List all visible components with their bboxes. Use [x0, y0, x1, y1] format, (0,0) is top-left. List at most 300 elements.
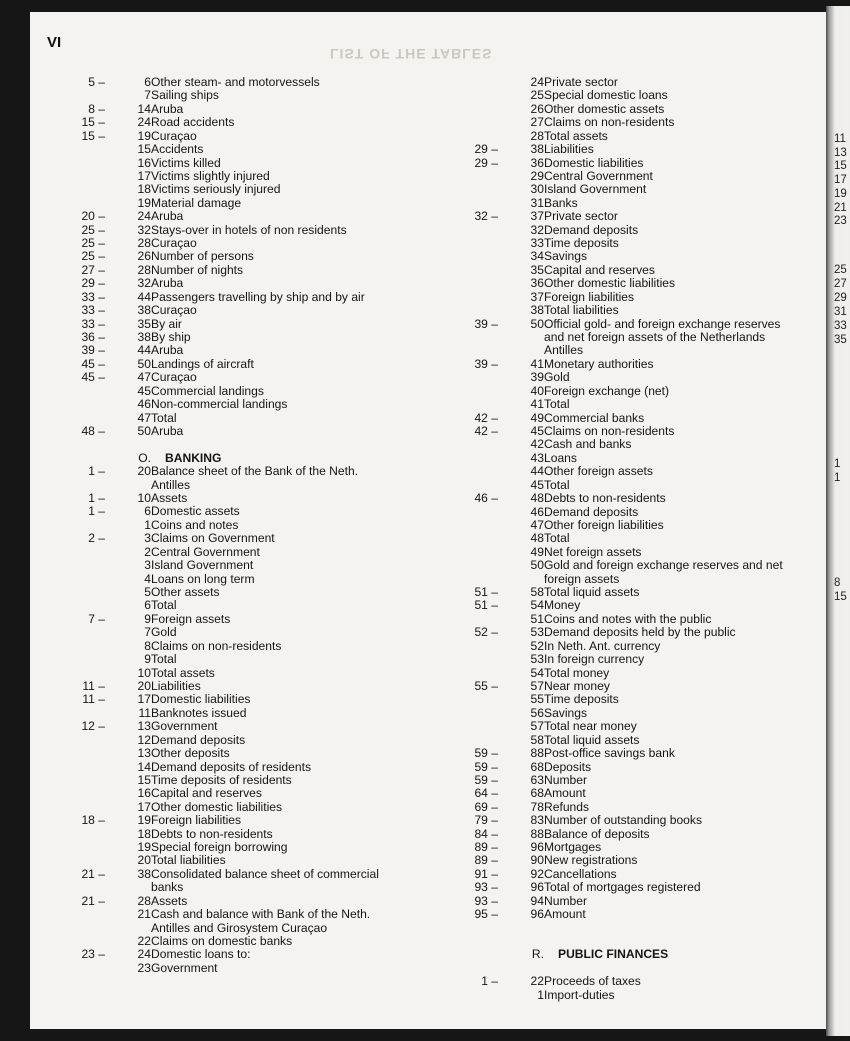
- table-numbers: [443, 506, 544, 519]
- table-numbers: [443, 398, 544, 411]
- table-entry: [44, 425, 429, 438]
- table-numbers: [44, 465, 151, 478]
- table-description: Road accidents: [151, 115, 235, 130]
- table-numbers: [44, 291, 151, 304]
- range-end: 53: [530, 652, 544, 667]
- range-end: 58: [530, 732, 544, 747]
- table-numbers: [44, 962, 151, 975]
- table-entry: [44, 559, 429, 572]
- table-numbers: [44, 116, 151, 129]
- table-entry: [443, 908, 823, 921]
- range-start: 33 –: [81, 303, 105, 318]
- table-description: Other foreign liabilities: [544, 517, 664, 532]
- table-list-left-column: [44, 76, 429, 975]
- section-title: PUBLIC FINANCES: [558, 947, 669, 962]
- table-entry: [443, 761, 823, 774]
- range-start: 1 –: [88, 504, 105, 519]
- range-end: 78: [530, 799, 544, 814]
- table-numbers: [443, 841, 544, 854]
- range-start: 95 –: [474, 907, 498, 922]
- table-description: Deposits: [544, 759, 592, 774]
- range-end: 21: [137, 907, 151, 922]
- range-start: 29 –: [81, 276, 105, 291]
- range-end: 83: [530, 813, 544, 828]
- table-numbers: [443, 801, 544, 814]
- range-end: 38: [530, 142, 544, 157]
- table-entry: [44, 908, 429, 935]
- margin-page-number: 31: [834, 306, 847, 318]
- range-start: 21 –: [81, 866, 105, 881]
- range-end: 30: [530, 182, 544, 197]
- table-description: Balance sheet of the Bank of the Neth. Antilles: [151, 464, 359, 492]
- table-entry: [44, 143, 429, 156]
- range-end: 26: [137, 249, 151, 264]
- table-numbers: [443, 197, 544, 210]
- table-entry: [44, 76, 429, 89]
- margin-page-number: 35: [834, 334, 847, 346]
- table-entry: [44, 680, 429, 693]
- range-end: 6: [144, 504, 151, 519]
- range-end: 18: [137, 826, 151, 841]
- table-description: Gold: [544, 370, 570, 385]
- range-end: 96: [530, 907, 544, 922]
- table-entry: [44, 720, 429, 733]
- table-entry: [443, 291, 823, 304]
- range-end: 36: [530, 155, 544, 170]
- table-entry: [44, 250, 429, 263]
- range-end: 24: [137, 947, 151, 962]
- table-numbers: [443, 425, 544, 438]
- range-end: 37: [530, 289, 544, 304]
- table-description: Other domestic assets: [544, 101, 665, 116]
- table-numbers: [44, 693, 151, 706]
- table-description: Curaçao: [151, 370, 197, 385]
- table-entry: [443, 841, 823, 854]
- table-description: Material damage: [151, 195, 242, 210]
- table-entry: [443, 720, 823, 733]
- table-description: New registrations: [544, 853, 638, 868]
- table-numbers: [44, 653, 151, 666]
- margin-page-number: 23: [834, 215, 847, 227]
- table-description: Victims killed: [151, 155, 221, 170]
- range-end: 15: [137, 142, 151, 157]
- table-description: Cancellations: [544, 866, 617, 881]
- range-end: 7: [144, 625, 151, 640]
- table-entry: [44, 183, 429, 196]
- table-description: Central Government: [544, 168, 653, 183]
- table-description: Capital and reserves: [151, 786, 262, 801]
- range-end: 56: [530, 705, 544, 720]
- table-entry: [443, 626, 823, 639]
- range-end: 45: [530, 477, 544, 492]
- table-numbers: [44, 680, 151, 693]
- range-end: 27: [530, 115, 544, 130]
- table-description: Other steam- and motorvessels: [151, 75, 320, 89]
- table-description: Refunds: [544, 799, 590, 814]
- table-entry: [443, 667, 823, 680]
- range-end: 20: [137, 853, 151, 868]
- table-numbers: [443, 237, 544, 250]
- table-entry: [443, 787, 823, 800]
- margin-page-number: 1: [834, 458, 841, 470]
- range-end: 11: [138, 705, 151, 720]
- range-start: 91 –: [474, 866, 498, 881]
- range-end: 10: [137, 665, 151, 680]
- table-entry: [443, 452, 823, 465]
- table-numbers: [44, 103, 151, 116]
- table-description: Consolidated balance sheet of commercial banks: [151, 866, 379, 895]
- table-numbers: [44, 908, 151, 921]
- table-entry: [443, 747, 823, 760]
- table-numbers: [44, 787, 151, 800]
- table-numbers: [443, 975, 544, 988]
- range-start: 25 –: [81, 249, 105, 264]
- table-description: Other deposits: [151, 746, 230, 761]
- table-numbers: [443, 76, 544, 89]
- table-numbers: [44, 143, 151, 156]
- range-end: 57: [530, 678, 544, 693]
- range-end: 6: [144, 75, 151, 89]
- table-description: Island Government: [544, 182, 647, 197]
- table-numbers: [44, 210, 151, 223]
- table-description: Aruba: [151, 276, 184, 291]
- table-description: Coins and notes with the public: [544, 611, 712, 626]
- table-description: Official gold- and foreign exchange reserves and net foreign assets of the Netherlands Antilles: [544, 316, 781, 358]
- range-end: 49: [530, 410, 544, 425]
- table-numbers: [443, 854, 544, 867]
- range-end: 24: [530, 75, 544, 89]
- range-end: 39: [530, 370, 544, 385]
- range-end: 20: [137, 464, 151, 479]
- range-start: 29 –: [474, 142, 498, 157]
- table-entry: [443, 559, 823, 586]
- table-entry: [443, 412, 823, 425]
- table-description: Aruba: [151, 343, 184, 358]
- range-end: 3: [144, 558, 151, 573]
- table-entry: [443, 89, 823, 102]
- table-entry: [443, 157, 823, 170]
- table-description: Domestic liabilities: [151, 692, 251, 707]
- table-entry: [443, 210, 823, 223]
- table-entry: [44, 586, 429, 599]
- section-letter: O.: [138, 450, 151, 465]
- table-entry: [443, 814, 823, 827]
- table-numbers: [44, 707, 151, 720]
- section-heading: [44, 452, 429, 465]
- table-description: Assets: [151, 491, 188, 506]
- table-entry: [443, 693, 823, 706]
- table-numbers: [44, 492, 151, 505]
- table-description: Claims on domestic banks: [151, 933, 293, 948]
- range-start: 52 –: [474, 625, 498, 640]
- table-entry: [44, 573, 429, 586]
- table-description: Island Government: [151, 558, 254, 573]
- range-end: 17: [137, 692, 151, 707]
- range-end: 47: [530, 517, 544, 532]
- table-entry: [44, 962, 429, 975]
- table-numbers: [443, 653, 544, 666]
- table-entry: [443, 532, 823, 545]
- range-start: 55 –: [474, 678, 498, 693]
- table-numbers: [44, 425, 151, 438]
- range-end: 14: [137, 101, 151, 116]
- table-description: Total liabilities: [151, 853, 226, 868]
- table-entry: [44, 707, 429, 720]
- table-numbers: [443, 640, 544, 653]
- table-entry: [44, 774, 429, 787]
- table-entry: [443, 599, 823, 612]
- table-description: Total assets: [151, 665, 215, 680]
- table-numbers: [443, 613, 544, 626]
- table-description: Gold: [151, 625, 177, 640]
- table-numbers: [44, 546, 151, 559]
- table-numbers: [443, 304, 544, 317]
- table-numbers: [443, 183, 544, 196]
- range-end: 19: [137, 813, 151, 828]
- table-entry: [44, 948, 429, 961]
- table-entry: [443, 734, 823, 747]
- table-entry: [44, 935, 429, 948]
- table-numbers: [443, 170, 544, 183]
- table-description: Domestic assets: [151, 504, 240, 519]
- table-entry: [44, 197, 429, 210]
- table-description: Net foreign assets: [544, 544, 642, 559]
- table-entry: [44, 613, 429, 626]
- table-numbers: [44, 505, 151, 518]
- range-start: 45 –: [81, 356, 105, 371]
- table-numbers: [443, 734, 544, 747]
- table-entry: [443, 103, 823, 116]
- range-end: 38: [137, 866, 151, 881]
- table-description: Total: [544, 397, 570, 412]
- range-start: 11 –: [82, 692, 105, 707]
- table-numbers: [44, 398, 151, 411]
- bleed-through-heading: LIST OF THE TABLES: [330, 46, 493, 62]
- range-end: 28: [137, 236, 151, 251]
- table-entry: [44, 546, 429, 559]
- range-end: 41: [530, 397, 544, 412]
- range-end: 37: [530, 209, 544, 224]
- table-numbers: [443, 559, 544, 572]
- range-start: 93 –: [474, 880, 498, 895]
- range-end: 50: [137, 423, 151, 438]
- table-numbers: [44, 318, 151, 331]
- table-numbers: [443, 599, 544, 612]
- range-end: 28: [137, 893, 151, 908]
- range-end: 25: [530, 88, 544, 103]
- margin-page-number: 11: [834, 133, 846, 145]
- table-description: Domestic liabilities: [544, 155, 644, 170]
- table-entry: [443, 989, 823, 1002]
- table-entry: [44, 854, 429, 867]
- table-numbers: [44, 371, 151, 384]
- table-numbers: [44, 264, 151, 277]
- table-description: Time deposits of residents: [151, 772, 292, 787]
- table-description: Special foreign borrowing: [151, 840, 288, 855]
- margin-page-number: 29: [834, 292, 847, 304]
- table-description: Total near money: [544, 719, 637, 734]
- table-numbers: [443, 385, 544, 398]
- table-description: Number of nights: [151, 262, 244, 277]
- table-description: Money: [544, 598, 581, 613]
- table-description: Landings of aircraft: [151, 356, 254, 371]
- table-description: Number of persons: [151, 249, 254, 264]
- table-description: Savings: [544, 705, 588, 720]
- table-entry: [44, 224, 429, 237]
- range-start: 59 –: [474, 759, 498, 774]
- table-description: Claims on non-residents: [544, 423, 675, 438]
- table-numbers: [443, 761, 544, 774]
- range-start: 12 –: [81, 719, 105, 734]
- range-end: 18: [137, 182, 151, 197]
- table-description: Coins and notes: [151, 517, 239, 532]
- range-start: 45 –: [81, 370, 105, 385]
- range-end: 7: [144, 88, 151, 103]
- table-entry: [44, 626, 429, 639]
- table-description: Private sector: [544, 209, 618, 224]
- range-start: 42 –: [474, 410, 498, 425]
- table-description: Banks: [544, 195, 578, 210]
- table-numbers: [44, 948, 151, 961]
- table-description: Time deposits: [544, 236, 619, 251]
- table-entry: [443, 237, 823, 250]
- range-start: 89 –: [474, 853, 498, 868]
- table-numbers: [443, 250, 544, 263]
- table-description: Proceeds of taxes: [544, 974, 641, 989]
- table-numbers: [443, 130, 544, 143]
- range-end: 46: [530, 504, 544, 519]
- table-entry: [443, 774, 823, 787]
- table-description: Special domestic loans: [544, 88, 668, 103]
- range-end: 19: [137, 128, 151, 143]
- table-description: Total assets: [544, 128, 608, 143]
- margin-page-number: 17: [834, 174, 847, 186]
- table-description: By ship: [151, 330, 191, 345]
- table-entry: [443, 277, 823, 290]
- range-start: 15 –: [81, 128, 105, 143]
- table-numbers: [44, 304, 151, 317]
- table-numbers: [44, 519, 151, 532]
- range-end: 10: [137, 491, 151, 506]
- range-start: 59 –: [474, 746, 498, 761]
- table-description: Number of outstanding books: [544, 813, 702, 828]
- table-description: Debts to non-residents: [151, 826, 273, 841]
- section-heading: [443, 948, 823, 961]
- table-numbers: [44, 841, 151, 854]
- range-end: 9: [144, 652, 151, 667]
- table-entry: [443, 640, 823, 653]
- table-entry: [443, 881, 823, 894]
- margin-page-number: 25: [834, 264, 847, 276]
- table-description: Mortgages: [544, 840, 602, 855]
- table-numbers: [443, 532, 544, 545]
- range-end: 33: [530, 236, 544, 251]
- table-description: Amount: [544, 907, 586, 922]
- table-entry: [443, 828, 823, 841]
- range-start: 36 –: [81, 330, 105, 345]
- range-end: 42: [530, 437, 544, 452]
- table-numbers: [44, 412, 151, 425]
- table-description: Foreign assets: [151, 611, 231, 626]
- table-entry: [443, 492, 823, 505]
- margin-page-number: 1: [834, 472, 841, 484]
- range-start: 1 –: [481, 974, 498, 989]
- range-start: 89 –: [474, 840, 498, 855]
- range-end: 48: [530, 491, 544, 506]
- table-description: Total: [151, 652, 177, 667]
- table-description: Liabilities: [151, 678, 201, 693]
- table-numbers: [44, 613, 151, 626]
- table-numbers: [443, 277, 544, 290]
- range-end: 94: [530, 893, 544, 908]
- table-entry: [44, 492, 429, 505]
- range-end: 88: [530, 746, 544, 761]
- range-end: 47: [137, 370, 151, 385]
- table-description: Demand deposits: [151, 732, 246, 747]
- range-end: 32: [137, 276, 151, 291]
- table-numbers: [443, 868, 544, 881]
- range-start: 39 –: [474, 356, 498, 371]
- page-number: VI: [47, 34, 62, 51]
- range-end: 45: [530, 423, 544, 438]
- table-numbers: [443, 787, 544, 800]
- table-numbers: [443, 465, 544, 478]
- table-description: Curaçao: [151, 303, 197, 318]
- margin-page-number: 33: [834, 320, 847, 332]
- table-numbers: [443, 828, 544, 841]
- table-entry: [443, 465, 823, 478]
- table-description: Balance of deposits: [544, 826, 650, 841]
- table-numbers: [44, 935, 151, 948]
- table-numbers: [443, 546, 544, 559]
- table-numbers: [443, 452, 544, 465]
- table-numbers: [44, 183, 151, 196]
- range-start: 48 –: [81, 423, 105, 438]
- range-end: 32: [530, 222, 544, 237]
- range-end: 41: [530, 356, 544, 371]
- table-numbers: [443, 774, 544, 787]
- table-entry: [44, 841, 429, 854]
- table-numbers: [443, 680, 544, 693]
- table-entry: [443, 546, 823, 559]
- table-numbers: [443, 479, 544, 492]
- range-end: 35: [530, 262, 544, 277]
- table-entry: [443, 854, 823, 867]
- table-entry: [443, 304, 823, 317]
- range-end: 29: [530, 168, 544, 183]
- table-description: Domestic loans to:: [151, 947, 251, 962]
- range-end: 88: [530, 826, 544, 841]
- range-end: 38: [137, 303, 151, 318]
- table-numbers: [44, 358, 151, 371]
- range-end: 22: [530, 974, 544, 989]
- table-entry: [443, 868, 823, 881]
- table-numbers: [443, 291, 544, 304]
- table-entry: [44, 304, 429, 317]
- table-description: Gold and foreign exchange reserves and net foreign assets: [544, 558, 783, 586]
- table-numbers: [44, 761, 151, 774]
- range-end: 32: [137, 222, 151, 237]
- range-end: 36: [530, 276, 544, 291]
- range-end: 5: [144, 585, 151, 600]
- table-numbers: [443, 707, 544, 720]
- table-numbers: [443, 626, 544, 639]
- table-entry: [44, 210, 429, 223]
- table-entry: [443, 680, 823, 693]
- section-letter: R.: [531, 947, 544, 962]
- table-numbers: [44, 720, 151, 733]
- range-start: 15 –: [81, 115, 105, 130]
